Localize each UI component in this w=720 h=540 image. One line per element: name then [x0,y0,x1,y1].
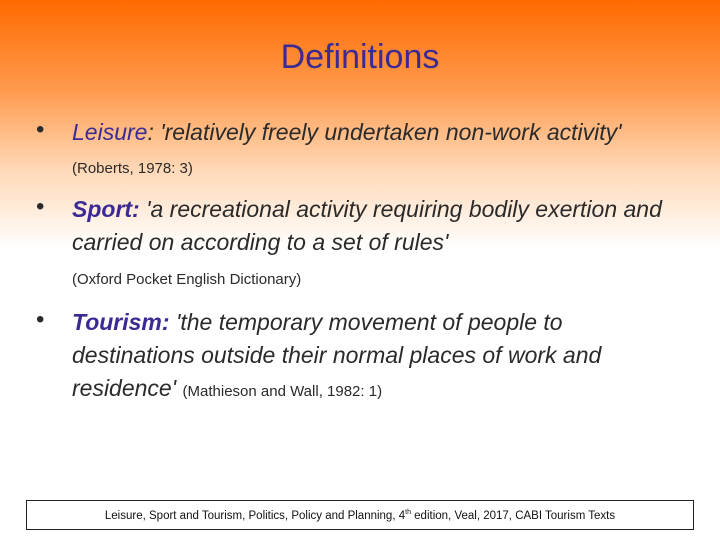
bullet-icon: • [36,193,45,220]
footer-text-after: edition, Veal, 2017, CABI Tourism Texts [410,509,616,522]
list-item-tourism [36,306,676,408]
footer-text-before: Leisure, Sport and Tourism, Politics, Policy and Planning, 4 [104,509,406,522]
definition-text [72,306,676,408]
footer-superscript: th [405,508,411,516]
citation: (Roberts, 1978: 3) [72,160,193,177]
list-item-sport [36,193,676,296]
footer-text [105,509,615,522]
slide-title: Definitions [280,38,440,76]
definition-quote: 'the temporary movement of people to destinations outside their normal places of work and residence' [72,309,602,401]
term-sport: Sport: [72,196,140,222]
definition-text [72,193,676,296]
citation: (Mathieson and Wall, 1982: 1) [182,383,383,400]
list-item-leisure [36,116,676,185]
bullet-icon: • [36,306,45,333]
term-leisure: Leisure [72,119,148,145]
footer-source [26,500,694,530]
term-tourism: Tourism: [72,309,170,335]
term-separator: : [147,119,161,145]
definition-quote: 'a recreational activity requiring bodily exertion and carried on according to a set of rules' [72,196,662,255]
definition-text [72,116,676,185]
definition-quote: 'relatively freely undertaken non-work activity' [160,119,622,145]
bullet-icon: • [36,116,45,143]
definitions-list [36,116,676,408]
citation: (Oxford Pocket English Dictionary) [72,271,302,288]
